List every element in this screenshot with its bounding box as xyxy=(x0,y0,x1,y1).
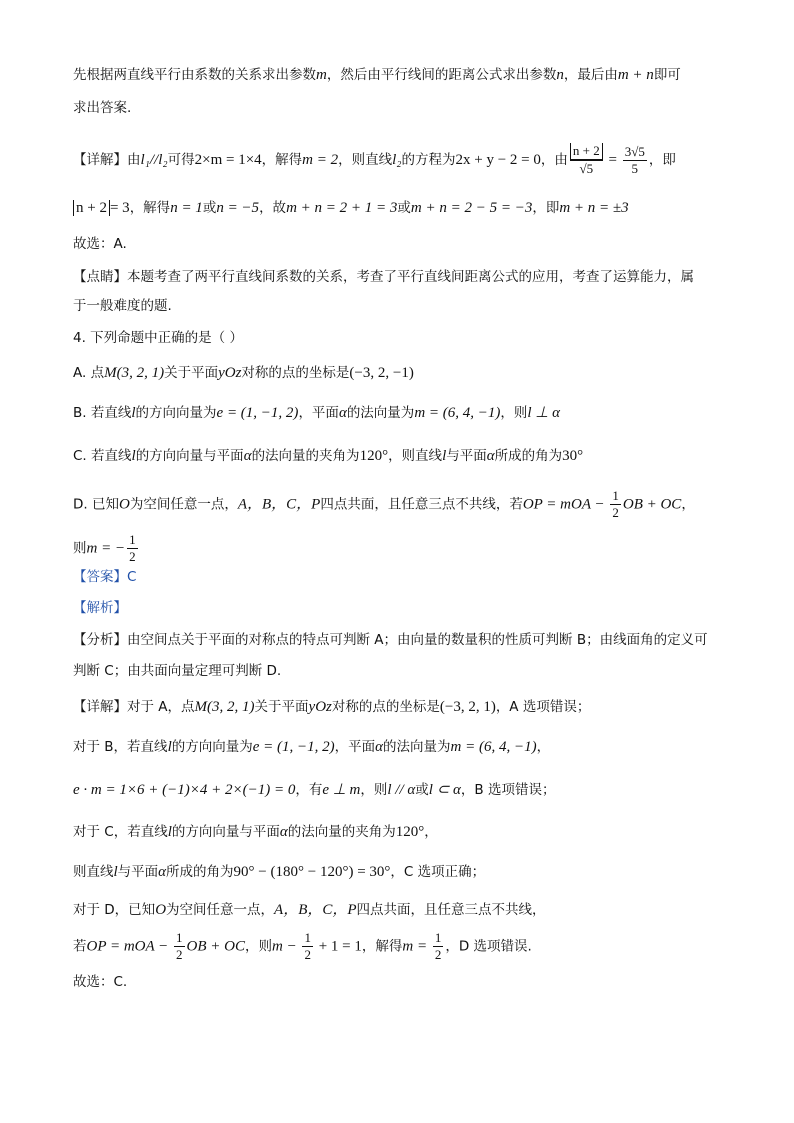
text: 对于 D，已知 xyxy=(73,902,156,918)
text: 或 xyxy=(202,200,217,216)
text: 或 xyxy=(415,782,429,798)
question-title xyxy=(73,328,722,348)
math: e = (1, −1, 2) xyxy=(252,739,335,755)
text: 关于平面 xyxy=(164,365,219,381)
text-line xyxy=(73,930,722,963)
text-line: 【详解】由l₁//l₂可得2×m = 1×4，解得m = 2，则直线l₂的方程为2x + y − 2 = 0，由 $\frac{n + 2}{√5}$ = $\frac{3√5}{5}$ ，即 xyxy=(73,143,676,176)
section-tag: 【分析】 xyxy=(73,632,127,648)
math: n = −5 xyxy=(216,200,260,216)
text: ，平面 xyxy=(298,405,339,421)
text: ，则 xyxy=(360,782,388,798)
solution-d xyxy=(73,900,722,920)
math: e = (1, −1, 2) xyxy=(216,405,299,421)
text: 本题考查了两平行直线间系数的关系，考查了平行直线间距离公式的应用，考查了运算能力，属 xyxy=(127,269,694,285)
text-line xyxy=(73,780,722,800)
section-tag: 【详解】 xyxy=(73,152,127,168)
text: 的方向向量与平面 xyxy=(171,824,280,840)
math: l xyxy=(131,405,136,421)
numerator: 1 xyxy=(434,930,442,945)
section-tag: 【点睛】 xyxy=(73,269,127,285)
numerator: 1 xyxy=(129,532,136,547)
math: 30° xyxy=(562,448,584,464)
math: A，B，C，P xyxy=(237,496,321,513)
fraction xyxy=(174,930,185,963)
text: 先根据两直线平行由系数的关系求出参数 xyxy=(73,67,316,83)
math: e · m = 1×6 + (−1)×4 + 2×(−1) = 0 xyxy=(73,782,296,798)
text-line xyxy=(73,98,722,118)
text: 判断 C；由共面向量定理可判断 D. xyxy=(73,663,282,679)
text: 为空间任意一点， xyxy=(129,496,238,513)
math: yOz xyxy=(218,365,242,381)
text-line xyxy=(73,661,722,681)
math: m = (6, 4, −1) xyxy=(414,405,501,421)
text: 对于 B，若直线 xyxy=(73,739,168,755)
math: 2x + y − 2 = 0 xyxy=(455,152,541,168)
text: 可得 xyxy=(167,152,195,168)
solution-b xyxy=(73,737,722,757)
fraction xyxy=(570,143,603,177)
math: m + n = ±3 xyxy=(559,200,629,216)
text: 的方程为 xyxy=(401,152,456,168)
text: 【答案】C xyxy=(73,569,137,585)
math: 90° − (180° − 120°) = 30° xyxy=(233,864,391,880)
math: l xyxy=(131,448,136,464)
text: ，解得 xyxy=(261,152,303,168)
text-line xyxy=(73,296,722,316)
text: 则直线 xyxy=(73,864,114,880)
text-line xyxy=(73,198,722,218)
math: e ⊥ m xyxy=(322,782,361,798)
text: 则 xyxy=(73,540,87,557)
math: l xyxy=(167,739,172,755)
text: ，解得 xyxy=(129,200,171,216)
text: 由空间点关于平面的对称点的特点可判断 A；由向量的数量积的性质可判断 B；由线面角的定义可 xyxy=(127,632,708,648)
math: l xyxy=(442,448,447,464)
math: m = 2 xyxy=(302,152,339,168)
math: (−3, 2, 1) xyxy=(439,699,496,715)
text: 所成的角为 xyxy=(494,448,563,464)
text: 与平面 xyxy=(117,864,159,880)
text: 与平面 xyxy=(446,448,487,464)
math: α xyxy=(158,864,167,880)
math: m − xyxy=(272,938,301,955)
text: 的方向向量与平面 xyxy=(135,448,244,464)
text: ，则 xyxy=(245,938,272,955)
text-line xyxy=(73,234,722,254)
text: 或 xyxy=(397,200,411,216)
text: 四点共面，且任意三点不共线， xyxy=(356,902,546,918)
text: 即可 xyxy=(653,67,681,83)
solution-a xyxy=(73,697,722,717)
text: ，然后由平行线间的距离公式求出参数 xyxy=(326,67,557,83)
text: ，故 xyxy=(259,200,287,216)
text: ，由 xyxy=(540,152,568,168)
denominator: √5 xyxy=(570,160,603,177)
text: ，则直线 xyxy=(388,448,443,464)
text: ，B 选项错误； xyxy=(460,782,556,798)
answer xyxy=(73,567,722,587)
text: ，A 选项错误； xyxy=(495,699,591,715)
text-line xyxy=(73,862,722,882)
numerator: 3√5 xyxy=(624,143,645,159)
fraction xyxy=(433,930,444,963)
math: O xyxy=(155,902,167,918)
text: 为空间任意一点， xyxy=(166,902,275,918)
text: 的法向量的夹角为 xyxy=(287,824,396,840)
math: m xyxy=(316,67,327,83)
text: 对于 C，若直线 xyxy=(73,824,168,840)
option-a xyxy=(73,363,722,383)
numerator: 1 xyxy=(176,930,183,945)
math: n = 1 xyxy=(170,200,203,216)
text: 对称的点的坐标是 xyxy=(241,365,350,381)
text: 的法向量为 xyxy=(346,405,415,421)
text: ，C 选项正确； xyxy=(390,864,486,880)
math: OB + OC xyxy=(622,496,682,513)
text-line xyxy=(73,532,722,565)
text: ，平面 xyxy=(334,739,376,755)
text: 的方向向量为 xyxy=(135,405,217,421)
fraction xyxy=(127,532,138,565)
math: m + n xyxy=(617,67,654,83)
numerator: n + 2 xyxy=(570,143,603,160)
text: C. 若直线 xyxy=(73,448,132,464)
math: m + n = 2 − 5 = −3 xyxy=(410,200,533,216)
math: + 1 = 1 xyxy=(314,938,362,955)
math: m = (6, 4, −1) xyxy=(450,739,537,755)
option-b xyxy=(73,403,722,423)
text: 四点共面，且任意三点不共线，若 xyxy=(320,496,523,513)
math: OP = mOA − xyxy=(86,938,173,955)
math: l // α xyxy=(387,782,416,798)
text: ，则直线 xyxy=(338,152,393,168)
text: ， xyxy=(424,824,438,840)
text: ，则 xyxy=(500,405,528,421)
math: M(3, 2, 1) xyxy=(194,699,255,715)
text: 对于 A，点 xyxy=(127,699,195,715)
text: ，最后由 xyxy=(563,67,618,83)
fraction xyxy=(623,144,647,177)
math: = 3 xyxy=(109,200,130,216)
math: l xyxy=(113,864,118,880)
denominator: 2 xyxy=(129,549,136,564)
text: 求出答案. xyxy=(73,100,132,116)
math: α xyxy=(375,739,384,755)
numerator: 1 xyxy=(612,488,619,503)
text: ，D 选项错误. xyxy=(445,938,532,955)
text: 故选：C. xyxy=(73,974,128,990)
math: n + 2 xyxy=(73,200,110,216)
math: 120° xyxy=(359,448,389,464)
denominator: 2 xyxy=(176,947,183,962)
text: 关于平面 xyxy=(254,699,309,715)
text-line xyxy=(73,267,722,287)
denominator: 2 xyxy=(304,947,311,962)
math: m + n = 2 + 1 = 3 xyxy=(286,200,398,216)
text: 的法向量为 xyxy=(383,739,451,755)
text: A. 点 xyxy=(73,365,105,381)
math: l₁//l₂ xyxy=(140,152,168,168)
text: 对称的点的坐标是 xyxy=(331,699,440,715)
denominator: 2 xyxy=(434,947,442,962)
math: α xyxy=(486,448,495,464)
math: l₂ xyxy=(392,152,402,168)
math: OP = mOA − xyxy=(522,496,609,513)
math: n xyxy=(556,67,564,83)
solution-c xyxy=(73,822,722,842)
math: O xyxy=(118,496,130,513)
text: 所成的角为 xyxy=(166,864,234,880)
text-line xyxy=(73,630,722,650)
math: l ⊥ α xyxy=(527,405,560,421)
text: B. 若直线 xyxy=(73,405,132,421)
math: M(3, 2, 1) xyxy=(104,365,165,381)
math: α xyxy=(279,824,288,840)
numerator: 1 xyxy=(304,930,311,945)
text: D. 已知 xyxy=(73,496,119,513)
denominator: 5 xyxy=(631,160,639,176)
text: ，解得 xyxy=(361,938,403,955)
analysis-tag xyxy=(73,598,722,618)
math: l ⊂ α xyxy=(428,782,461,798)
math: α xyxy=(243,448,252,464)
text: 的方向向量为 xyxy=(171,739,253,755)
math: l xyxy=(167,824,172,840)
text: ，即 xyxy=(532,200,560,216)
math: m = xyxy=(402,938,431,955)
text: 的法向量的夹角为 xyxy=(251,448,360,464)
text: 于一般难度的题. xyxy=(73,298,172,314)
math: OB + OC xyxy=(186,938,245,955)
text: 故选：A. xyxy=(73,236,127,252)
math: yOz xyxy=(308,699,332,715)
text: ， xyxy=(681,496,695,513)
math: m = − xyxy=(86,540,126,557)
text: 4. 下列命题中正确的是（ ） xyxy=(73,330,243,346)
text: ，即 xyxy=(648,152,676,168)
math: 2×m = 1×4 xyxy=(194,152,262,168)
text: 若 xyxy=(73,938,87,955)
text-line xyxy=(73,972,722,992)
text: ， xyxy=(536,739,551,755)
fraction xyxy=(610,488,621,521)
math: α xyxy=(338,405,347,421)
text: 【解析】 xyxy=(73,600,127,616)
text: ，有 xyxy=(295,782,323,798)
math: A，B，C，P xyxy=(274,902,357,918)
math: (−3, 2, −1) xyxy=(349,365,414,381)
section-tag: 【详解】 xyxy=(73,699,127,715)
option-d xyxy=(73,488,722,521)
denominator: 2 xyxy=(612,505,619,520)
fraction xyxy=(302,930,313,963)
text-line xyxy=(73,65,722,85)
text: 由 xyxy=(127,152,141,168)
option-c xyxy=(73,446,722,466)
math: 120° xyxy=(395,824,425,840)
